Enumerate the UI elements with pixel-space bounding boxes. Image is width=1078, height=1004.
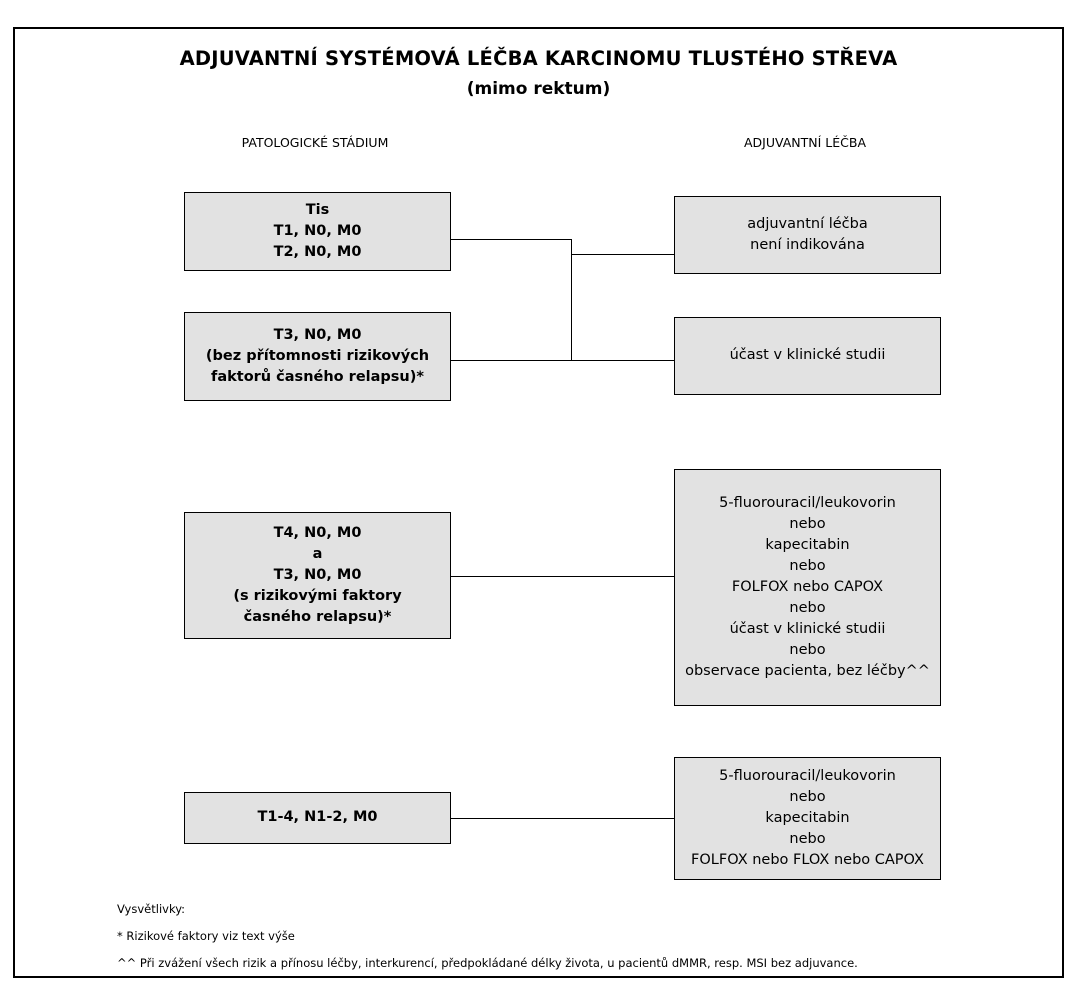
column-header-left: PATOLOGICKÉ STÁDIUM xyxy=(241,135,389,150)
stage-node-2-line-2: (bez přítomnosti rizikových xyxy=(205,347,430,364)
treatment-node-4 xyxy=(674,757,941,880)
legend-heading: Vysvětlivky: xyxy=(117,902,186,916)
connector-junction-to-treatment1 xyxy=(571,254,674,255)
treatment-node-3 xyxy=(674,469,941,706)
treatment-node-4-line-3: kapecitabin xyxy=(765,809,850,826)
treatment-node-3-line-5: FOLFOX nebo CAPOX xyxy=(731,578,884,595)
page-title: ADJUVANTNÍ SYSTÉMOVÁ LÉČBA KARCINOMU TLUSTÉHO STŘEVA xyxy=(179,47,898,70)
column-header-right: ADJUVANTNÍ LÉČBA xyxy=(743,135,867,150)
stage-node-2 xyxy=(184,312,451,401)
treatment-node-3-line-6: nebo xyxy=(789,600,826,616)
treatment-node-4-line-1: 5-fluorouracil/leukovorin xyxy=(719,767,896,784)
connector-vertical-junction xyxy=(571,239,572,361)
connector-stage3-to-treatment3 xyxy=(451,576,674,577)
treatment-node-1 xyxy=(674,196,941,274)
legend-note-1: * Rizikové faktory viz text výše xyxy=(117,929,295,943)
legend-note-2: ^^ Při zvážení všech rizik a přínosu léčby, interkurencí, předpokládané délky života, u pacientů dMMR, resp. MSI bez adjuvance. xyxy=(117,956,858,970)
stage-node-4-line-1: T1-4, N1-2, M0 xyxy=(257,809,378,826)
treatment-node-3-line-4: nebo xyxy=(789,557,826,574)
stage-node-1 xyxy=(184,192,451,271)
connector-stage2-horizontal xyxy=(451,360,571,361)
treatment-node-2 xyxy=(674,317,941,395)
stage-node-3 xyxy=(184,512,451,639)
stage-node-4 xyxy=(184,792,451,844)
stage-node-3-line-3: T3, N0, M0 xyxy=(273,566,362,583)
stage-node-3-line-5: časného relapsu)* xyxy=(243,609,392,626)
treatment-node-3-line-7: účast v klinické studii xyxy=(729,621,886,638)
stage-node-1-line-3: T2, N0, M0 xyxy=(273,244,362,260)
connector-junction-to-treatment2 xyxy=(571,360,674,361)
treatment-node-4-line-5: FOLFOX nebo FLOX nebo CAPOX xyxy=(691,852,924,869)
stage-node-2-line-1: T3, N0, M0 xyxy=(273,326,362,343)
treatment-node-3-line-3: kapecitabin xyxy=(765,536,850,553)
treatment-node-3-line-9: observace pacienta, bez léčby^^ xyxy=(685,663,930,680)
stage-node-1-line-1: Tis xyxy=(305,201,330,218)
stage-node-3-line-4: (s rizikovými faktory xyxy=(233,588,402,604)
connector-stage1-horizontal xyxy=(451,239,571,240)
page-subtitle: (mimo rektum) xyxy=(466,79,611,99)
diagram-frame xyxy=(13,27,1064,978)
stage-node-1-line-2: T1, N0, M0 xyxy=(273,222,362,239)
treatment-node-4-line-2: nebo xyxy=(789,788,826,805)
treatment-node-1-line-1: adjuvantní léčba xyxy=(747,215,868,232)
treatment-node-3-line-8: nebo xyxy=(789,642,826,659)
treatment-node-4-line-4: nebo xyxy=(789,831,826,847)
connector-stage4-to-treatment4 xyxy=(451,818,674,819)
stage-node-3-line-2: a xyxy=(312,545,323,562)
treatment-node-2-line-1: účast v klinické studii xyxy=(729,347,886,364)
stage-node-2-line-3: faktorů časného relapsu)* xyxy=(211,369,424,385)
stage-node-3-line-1: T4, N0, M0 xyxy=(273,524,362,541)
treatment-node-3-line-2: nebo xyxy=(789,515,826,532)
treatment-node-3-line-1: 5-fluorouracil/leukovorin xyxy=(719,494,896,511)
treatment-node-1-line-2: není indikována xyxy=(750,237,865,253)
